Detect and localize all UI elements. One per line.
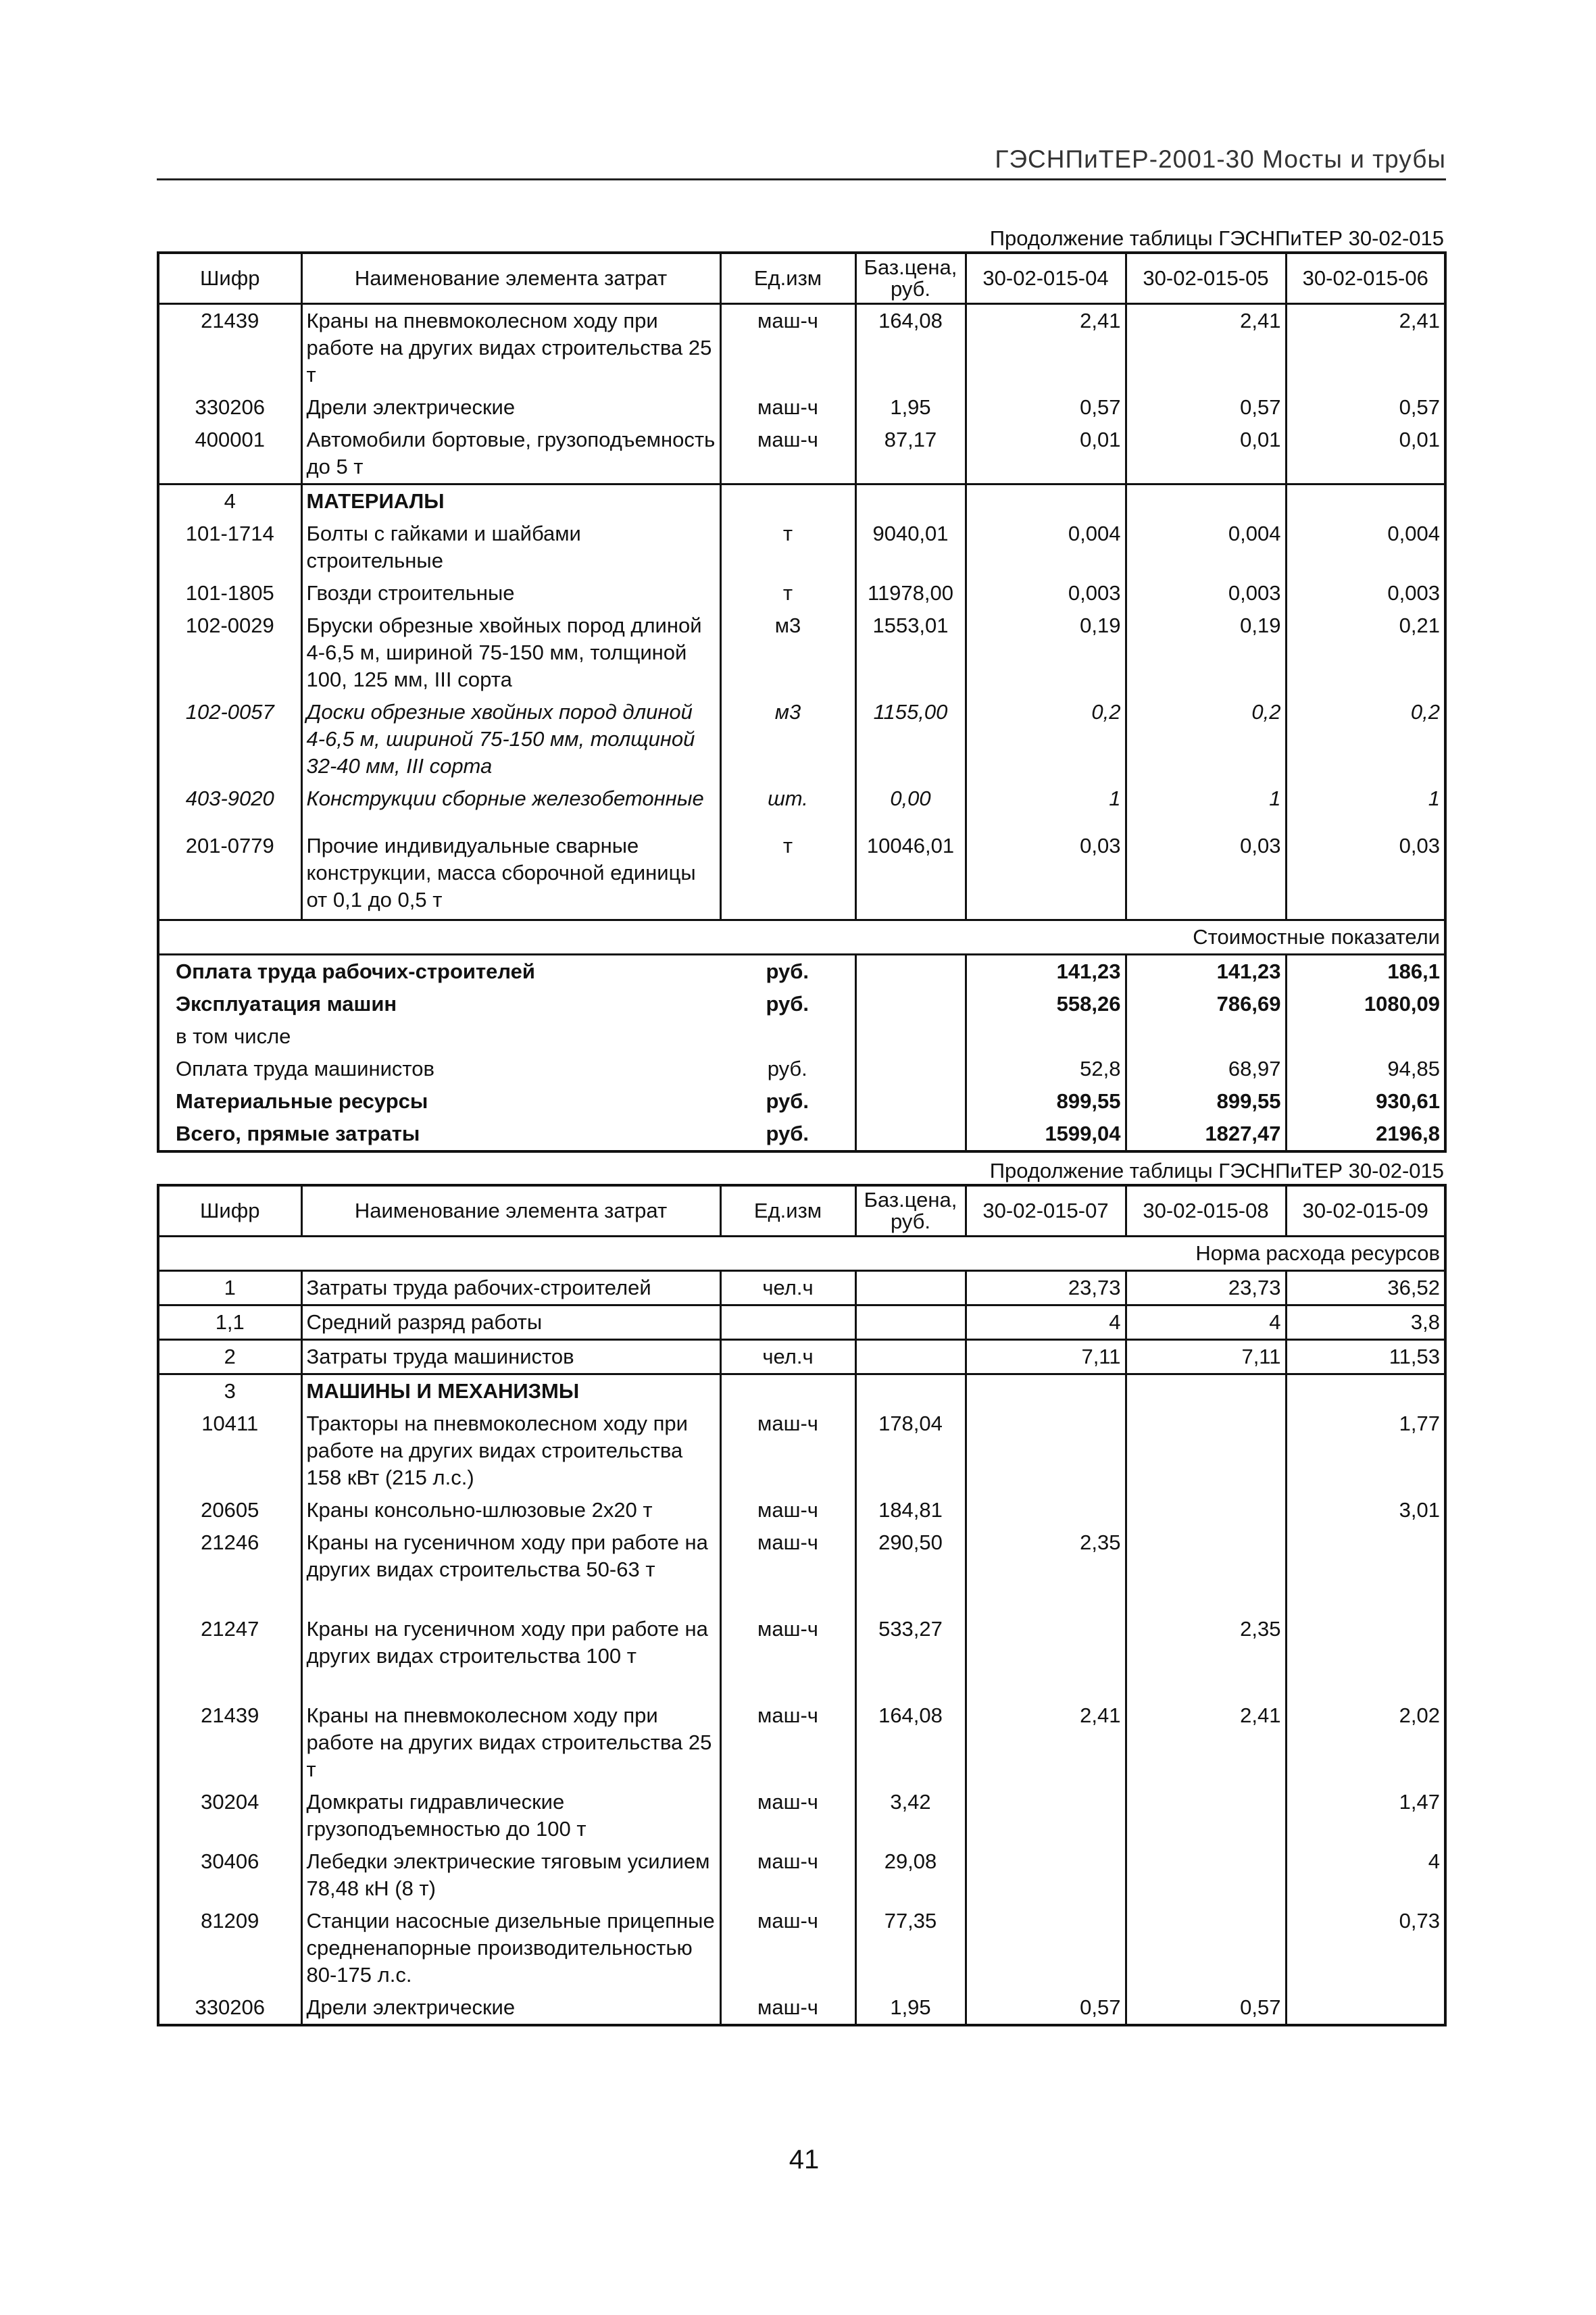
resource-unit: маш-ч [757, 1790, 818, 1814]
summary-value: 2196,8 [1376, 1122, 1440, 1145]
norm-value: 7,11 [966, 1340, 1126, 1374]
base-price: 184,81 [855, 1494, 966, 1526]
norm-value: 2,41 [1126, 304, 1286, 392]
norm-value: 7,11 [1126, 1340, 1286, 1374]
summary-unit: руб. [766, 1089, 809, 1113]
resource-code: 102-0057 [185, 700, 274, 724]
header-row [158, 253, 1445, 304]
table-row [158, 1374, 1445, 1408]
summary-value: 899,55 [1126, 1085, 1286, 1118]
table2-col-header: Баз.цена, руб. [855, 1185, 966, 1237]
resource-unit: т [782, 581, 793, 605]
norm-value: 0,003 [966, 577, 1126, 609]
resource-name: Автомобили бортовые, грузоподъемность до 5 т [301, 424, 720, 484]
table1-col-header: Баз.цена, руб. [855, 253, 966, 304]
base-price [855, 1340, 966, 1374]
norm-value: 4 [1126, 1305, 1286, 1340]
table-row [158, 1613, 1445, 1699]
resource-code: 20605 [201, 1498, 259, 1522]
norm-value: 0,57 [1126, 391, 1286, 424]
summary-row [158, 1020, 1445, 1053]
norm-value: 36,52 [1286, 1271, 1445, 1305]
resource-unit [720, 1374, 855, 1408]
norm-value [1126, 1905, 1286, 1991]
resource-unit: маш-ч [757, 428, 818, 451]
norm-value: 1,47 [1399, 1790, 1440, 1814]
table-row [158, 304, 1445, 392]
summary-value: 1599,04 [966, 1118, 1126, 1151]
resource-name: Краны на пневмоколесном ходу при работе на других видах строительства 25 т [301, 1699, 720, 1786]
resource-code: 101-1714 [185, 522, 274, 545]
base-price: 533,27 [855, 1613, 966, 1699]
summary-value: 1080,09 [1364, 992, 1440, 1016]
resource-name: Домкраты гидравлические грузоподъемностью до 100 т [301, 1786, 720, 1845]
resource-name: Бруски обрезные хвойных пород длиной 4-6,5 м, шириной 75-150 мм, толщиной 100, 125 мм, III сорта [301, 609, 720, 696]
summary-label: Эксплуатация машин [176, 992, 397, 1016]
resource-unit [720, 1305, 855, 1340]
norm-value: 0,19 [1126, 609, 1286, 696]
base-price: 178,04 [855, 1408, 966, 1494]
base-price [855, 1305, 966, 1340]
base-price: 1,95 [855, 391, 966, 424]
resource-unit: маш-ч [757, 1849, 818, 1873]
table-row [158, 1526, 1445, 1613]
base-price [855, 1271, 966, 1305]
resource-code: 330206 [195, 395, 265, 419]
summary-label: Оплата труда машинистов [176, 1057, 434, 1080]
summary-gap [855, 1053, 966, 1085]
summary-unit: руб. [767, 1057, 807, 1080]
base-price: 0,00 [855, 782, 966, 830]
norm-value [1126, 1526, 1286, 1613]
resource-name: Конструкции сборные железобетонные [301, 782, 720, 830]
summary-label: Оплата труда рабочих-строителей [176, 960, 535, 983]
resource-code: 1,1 [158, 1305, 301, 1340]
resource-unit: маш-ч [757, 1498, 818, 1522]
cost-section-label: Стоимостные показатели [158, 920, 1445, 955]
norm-value: 0,2 [1410, 700, 1440, 724]
norm-value: 2,41 [966, 1699, 1126, 1786]
summary-value: 899,55 [966, 1085, 1126, 1118]
summary-gap [855, 955, 966, 989]
table-row [158, 1905, 1445, 1991]
norm-value [966, 1786, 1126, 1845]
summary-value [966, 1020, 1126, 1053]
norm-value [1286, 1374, 1445, 1408]
table2-col-header: Ед.изм [720, 1185, 855, 1237]
resource-code: 1 [158, 1271, 301, 1305]
base-price [855, 484, 966, 518]
resource-unit: маш-ч [757, 1703, 818, 1727]
table1-col-header: 30-02-015-05 [1126, 253, 1286, 304]
base-price: 164,08 [855, 1699, 966, 1786]
norm-value: 2,02 [1399, 1703, 1440, 1727]
base-price: 1,95 [855, 1991, 966, 2025]
table-row [158, 1786, 1445, 1845]
norm-value [1126, 1374, 1286, 1408]
norm-value: 11,53 [1286, 1340, 1445, 1374]
base-price: 290,50 [855, 1526, 966, 1613]
norm-value: 4 [966, 1305, 1126, 1340]
resource-unit: маш-ч [757, 1412, 818, 1435]
summary-row [158, 1085, 1445, 1118]
summary-value: 94,85 [1387, 1057, 1440, 1080]
table2-col-header: 30-02-015-07 [966, 1185, 1126, 1237]
table-row [158, 696, 1445, 782]
resource-unit: м3 [774, 700, 801, 724]
cost-section-row [158, 920, 1445, 955]
summary-value: 141,23 [966, 955, 1126, 989]
norm-section-label: Норма расхода ресурсов [158, 1237, 1445, 1271]
resource-code: 21439 [201, 1703, 259, 1727]
resource-name: Краны на пневмоколесном ходу при работе на других видах строительства 25 т [301, 304, 720, 392]
resource-code: 81209 [201, 1909, 259, 1933]
resource-unit: чел.ч [720, 1271, 855, 1305]
base-price [855, 1374, 966, 1408]
norm-value: 0,004 [1126, 518, 1286, 577]
resource-table-2 [157, 1184, 1447, 2026]
table2-col-header: 30-02-015-08 [1126, 1185, 1286, 1237]
resource-unit: т [782, 834, 793, 857]
resource-name: Дрели электрические [301, 1991, 720, 2025]
norm-value: 0,004 [966, 518, 1126, 577]
norm-value [966, 1845, 1126, 1905]
table-row [158, 1699, 1445, 1786]
norm-value: 0,19 [966, 609, 1126, 696]
resource-name: Дрели электрические [301, 391, 720, 424]
base-price: 87,17 [855, 424, 966, 484]
summary-unit [720, 1020, 855, 1053]
norm-value [1126, 1494, 1286, 1526]
resource-code: 403-9020 [185, 787, 274, 810]
summary-value: 186,1 [1387, 960, 1440, 983]
table-row [158, 518, 1445, 577]
norm-value [1126, 1408, 1286, 1494]
resource-unit: маш-ч [757, 1617, 818, 1641]
resource-code: 201-0779 [185, 834, 274, 857]
summary-unit: руб. [766, 1122, 809, 1145]
table-row [158, 609, 1445, 696]
norm-value: 2,35 [966, 1526, 1126, 1613]
norm-value: 0,004 [1387, 522, 1440, 545]
table2-col-header: Шифр [158, 1185, 301, 1237]
resource-name: Средний разряд работы [301, 1305, 720, 1340]
resource-name: Доски обрезные хвойных пород длиной 4-6,5 м, шириной 75-150 мм, толщиной 32-40 мм, III сорта [301, 696, 720, 782]
table-row [158, 830, 1445, 920]
resource-unit: т [782, 522, 793, 545]
table1-caption: Продолжение таблицы ГЭСНПиТЕР 30-02-015 [989, 226, 1444, 250]
table-row [158, 1305, 1445, 1340]
summary-value: 68,97 [1126, 1053, 1286, 1085]
table2-caption: Продолжение таблицы ГЭСНПиТЕР 30-02-015 [989, 1159, 1444, 1183]
resource-name: МАШИНЫ И МЕХАНИЗМЫ [301, 1374, 720, 1408]
summary-label: в том числе [176, 1024, 291, 1048]
table-row [158, 577, 1445, 609]
resource-code: 21246 [201, 1530, 259, 1554]
norm-value [966, 1494, 1126, 1526]
summary-gap [855, 1020, 966, 1053]
resource-code: 101-1805 [185, 581, 274, 605]
resource-code: 400001 [195, 428, 265, 451]
summary-unit: руб. [766, 992, 809, 1016]
norm-value: 2,35 [1126, 1613, 1286, 1699]
table-row [158, 484, 1445, 518]
resource-unit: м3 [774, 614, 801, 637]
resource-code: 21247 [201, 1617, 259, 1641]
resource-name: Гвозди строительные [301, 577, 720, 609]
table-row [158, 391, 1445, 424]
resource-name: Станции насосные дизельные прицепные средненапорные производительностью 80-175 л.с. [301, 1905, 720, 1991]
norm-value: 0,2 [1126, 696, 1286, 782]
norm-value: 0,73 [1399, 1909, 1440, 1933]
resource-code: 21439 [201, 309, 259, 332]
summary-value: 786,69 [1126, 988, 1286, 1020]
summary-value: 558,26 [966, 988, 1126, 1020]
resource-table-1 [157, 251, 1447, 1153]
summary-row [158, 1053, 1445, 1085]
base-price: 1553,01 [855, 609, 966, 696]
base-price: 164,08 [855, 304, 966, 392]
base-price: 29,08 [855, 1845, 966, 1905]
table1-col-header: Шифр [158, 253, 301, 304]
resource-code: 30406 [201, 1849, 259, 1873]
resource-name: Краны на гусеничном ходу при работе на других видах строительства 100 т [301, 1613, 720, 1699]
resource-unit: маш-ч [757, 1530, 818, 1554]
norm-value: 0,57 [966, 391, 1126, 424]
norm-value: 0,01 [1126, 424, 1286, 484]
resource-code: 30204 [201, 1790, 259, 1814]
page-number: 41 [789, 2145, 820, 2174]
norm-value [966, 1408, 1126, 1494]
norm-value: 2,41 [1399, 309, 1440, 332]
norm-value: 1,77 [1399, 1412, 1440, 1435]
summary-unit: руб. [766, 960, 809, 983]
resource-code: 3 [158, 1374, 301, 1408]
resource-name: Краны консольно-шлюзовые 2х20 т [301, 1494, 720, 1526]
resource-name: МАТЕРИАЛЫ [301, 484, 720, 518]
summary-value: 141,23 [1126, 955, 1286, 989]
norm-value: 0,2 [966, 696, 1126, 782]
resource-name: Тракторы на пневмоколесном ходу при работе на других видах строительства 158 кВт (215 л.с.) [301, 1408, 720, 1494]
resource-unit: чел.ч [720, 1340, 855, 1374]
summary-gap [855, 988, 966, 1020]
norm-value: 1 [966, 782, 1126, 830]
summary-row [158, 988, 1445, 1020]
resource-code: 102-0029 [185, 614, 274, 637]
table-row [158, 1340, 1445, 1374]
summary-label: Материальные ресурсы [176, 1089, 428, 1113]
base-price: 77,35 [855, 1905, 966, 1991]
summary-gap [855, 1085, 966, 1118]
norm-value: 1 [1428, 787, 1440, 810]
resource-name: Прочие индивидуальные сварные конструкции, масса сборочной единицы от 0,1 до 0,5 т [301, 830, 720, 920]
norm-value: 23,73 [966, 1271, 1126, 1305]
resource-code: 2 [158, 1340, 301, 1374]
resource-unit: маш-ч [757, 1909, 818, 1933]
norm-value: 0,57 [1126, 1991, 1286, 2025]
resource-unit: маш-ч [757, 309, 818, 332]
summary-label: Всего, прямые затраты [176, 1122, 420, 1145]
norm-value: 0,03 [1399, 834, 1440, 857]
table2-col-header: Наименование элемента затрат [301, 1185, 720, 1237]
summary-value [1126, 1020, 1286, 1053]
resource-unit: маш-ч [757, 1995, 818, 2019]
norm-value: 0,03 [1126, 830, 1286, 920]
table1-col-header: 30-02-015-06 [1286, 253, 1445, 304]
norm-value: 4 [1428, 1849, 1440, 1873]
resource-name: Болты с гайками и шайбами строительные [301, 518, 720, 577]
base-price: 10046,01 [855, 830, 966, 920]
summary-value: 1827,47 [1126, 1118, 1286, 1151]
norm-value: 0,03 [966, 830, 1126, 920]
norm-value: 0,003 [1126, 577, 1286, 609]
resource-code: 10411 [201, 1412, 259, 1435]
norm-value: 0,01 [966, 424, 1126, 484]
norm-value: 0,01 [1399, 428, 1440, 451]
table-row [158, 1991, 1445, 2025]
table1-col-header: 30-02-015-04 [966, 253, 1126, 304]
resource-name: Затраты труда рабочих-строителей [301, 1271, 720, 1305]
table-row [158, 1408, 1445, 1494]
table1-col-header: Наименование элемента затрат [301, 253, 720, 304]
page-header: ГЭСНПиТЕР-2001-30 Мосты и трубы [157, 143, 1446, 180]
table-row [158, 1271, 1445, 1305]
summary-value: 52,8 [966, 1053, 1126, 1085]
header-row [158, 1185, 1445, 1237]
norm-value: 1 [1126, 782, 1286, 830]
norm-value: 2,41 [966, 304, 1126, 392]
summary-row [158, 1118, 1445, 1151]
resource-name: Лебедки электрические тяговым усилием 78,48 кН (8 т) [301, 1845, 720, 1905]
summary-row [158, 955, 1445, 989]
norm-value: 3,8 [1286, 1305, 1445, 1340]
norm-value: 0,21 [1399, 614, 1440, 637]
base-price: 1155,00 [855, 696, 966, 782]
table2-col-header: 30-02-015-09 [1286, 1185, 1445, 1237]
norm-value [966, 1613, 1126, 1699]
norm-section-row [158, 1237, 1445, 1271]
norm-value [1286, 1991, 1445, 2025]
resource-code: 330206 [195, 1995, 265, 2019]
base-price: 11978,00 [855, 577, 966, 609]
resource-name: Краны на гусеничном ходу при работе на других видах строительства 50-63 т [301, 1526, 720, 1613]
norm-value: 0,003 [1387, 581, 1440, 605]
table-row [158, 782, 1445, 830]
norm-value [1126, 1786, 1286, 1845]
norm-value: 0,57 [966, 1991, 1126, 2025]
resource-unit: маш-ч [757, 395, 818, 419]
summary-value: 930,61 [1376, 1089, 1440, 1113]
norm-value: 0,57 [1399, 395, 1440, 419]
norm-value [966, 1905, 1126, 1991]
norm-value [1286, 484, 1445, 518]
norm-value [966, 1374, 1126, 1408]
table-row [158, 1494, 1445, 1526]
summary-gap [855, 1118, 966, 1151]
resource-unit: шт. [768, 787, 808, 810]
norm-value: 2,41 [1126, 1699, 1286, 1786]
resource-unit [720, 484, 855, 518]
table-row [158, 1845, 1445, 1905]
norm-value: 3,01 [1399, 1498, 1440, 1522]
norm-value [1286, 1613, 1445, 1699]
base-price: 9040,01 [855, 518, 966, 577]
summary-value [1286, 1020, 1445, 1053]
table1-col-header: Ед.изм [720, 253, 855, 304]
resource-code: 4 [158, 484, 301, 518]
norm-value [1126, 484, 1286, 518]
norm-value [1286, 1526, 1445, 1613]
norm-value [966, 484, 1126, 518]
norm-value: 23,73 [1126, 1271, 1286, 1305]
norm-value [1126, 1845, 1286, 1905]
base-price: 3,42 [855, 1786, 966, 1845]
resource-name: Затраты труда машинистов [301, 1340, 720, 1374]
table-row [158, 424, 1445, 484]
